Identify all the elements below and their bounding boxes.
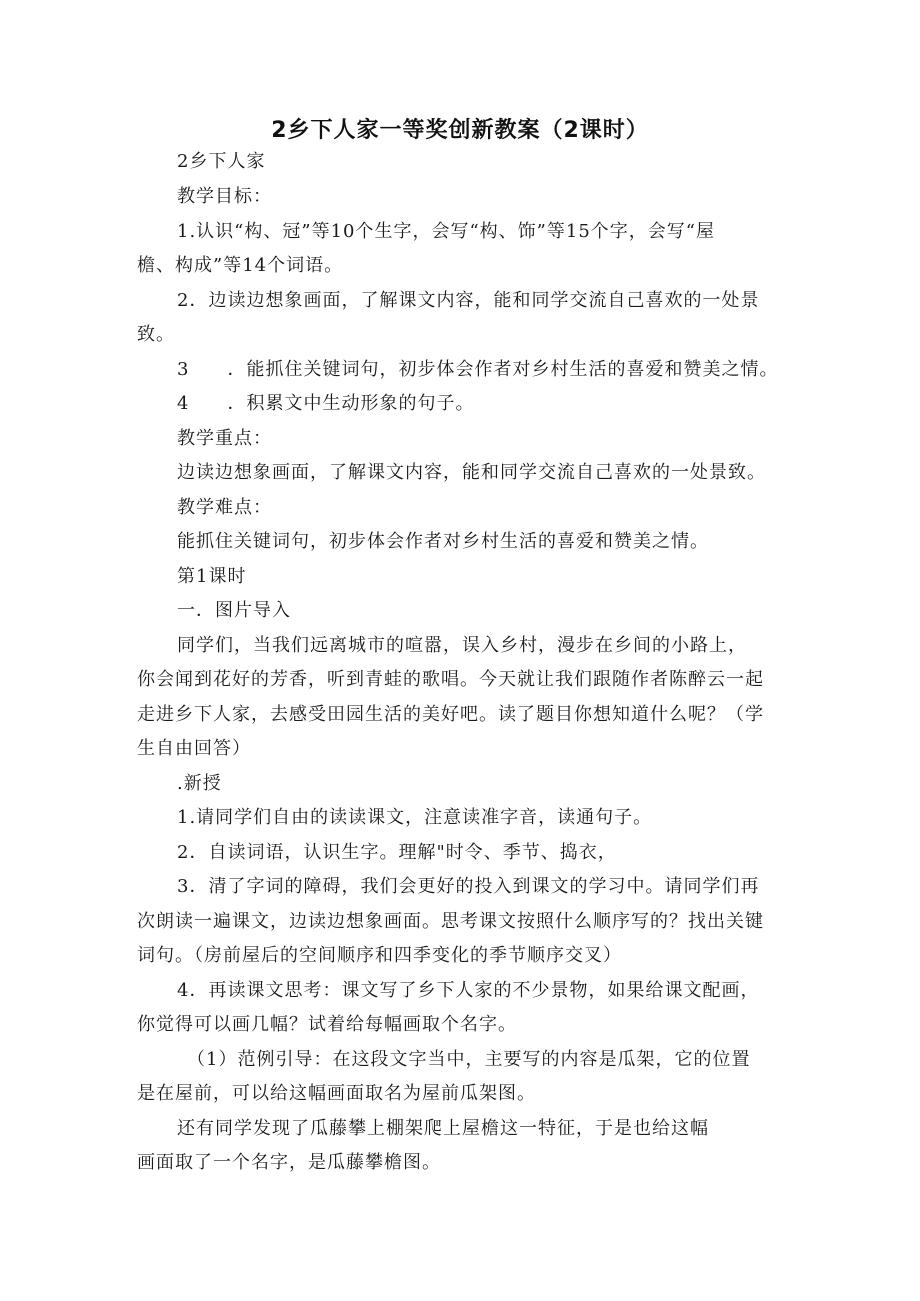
lesson-name: 2乡下人家: [177, 151, 266, 172]
section-intro-heading: 一．图片导入: [177, 600, 291, 621]
lesson-1-heading: 第1课时: [177, 566, 247, 587]
example-line-2: 是在屋前，可以给这幅画面取名为屋前瓜架图。: [137, 1083, 536, 1104]
step-1: 1.请同学们自由的读读课文，注意读准字音，读通句子。: [177, 807, 653, 828]
step-3-line-3: 词句。（房前屋后的空间顺序和四季变化的季节顺序交叉）: [137, 945, 622, 966]
objective-1-line-1: 1.认识“构、冠”等10个生字，会写“构、饰”等15个字，会写“屋: [177, 221, 715, 242]
section-new-lesson-heading: .新授: [177, 773, 222, 794]
key-points-text: 边读边想象画面，了解课文内容，能和同学交流自己喜欢的一处景致。: [177, 462, 766, 483]
heading-difficulties: 教学难点：: [177, 497, 272, 518]
intro-paragraph-line-2: 你会闻到花好的芳香，听到青蛙的歌唱。今天就让我们跟随作者陈醉云一起: [137, 669, 764, 690]
extra-note-line-1: 还有同学发现了瓜藤攀上棚架爬上屋檐这一特征，于是也给这幅: [177, 1118, 709, 1139]
step-4-line-1: 4．再读课文思考：课文写了乡下人家的不少景物，如果给课文配画，: [177, 980, 760, 1001]
objective-2-line-2: 致。: [137, 324, 175, 345]
example-line-1: （1）范例引导：在这段文字当中，主要写的内容是瓜架，它的位置: [187, 1049, 751, 1070]
intro-paragraph-line-3: 走进乡下人家，去感受田园生活的美好吧。读了题目你想知道什么呢？（学: [137, 704, 764, 725]
intro-paragraph-line-4: 生自由回答）: [137, 738, 251, 759]
extra-note-line-2: 画面取了一个名字，是瓜藤攀檐图。: [137, 1152, 441, 1173]
step-2: 2．自读词语，认识生字。理解"时令、季节、捣衣，: [177, 842, 617, 863]
intro-paragraph-line-1: 同学们，当我们远离城市的喧嚣，误入乡村，漫步在乡间的小路上，: [177, 635, 747, 656]
objective-1-line-2: 檐、构成”等14个词语。: [137, 255, 344, 276]
heading-objectives: 教学目标：: [177, 186, 272, 207]
step-3-line-2: 次朗读一遍课文，边读边想象画面。思考课文按照什么顺序写的？找出关键: [137, 911, 764, 932]
heading-key-points: 教学重点：: [177, 428, 272, 449]
objective-3: 3 ．能抓住关键词句，初步体会作者对乡村生活的喜爱和赞美之情。: [177, 359, 779, 380]
objective-2-line-1: 2．边读边想象画面，了解课文内容，能和同学交流自己喜欢的一处景: [177, 290, 760, 311]
step-3-line-1: 3．清了字词的障碍，我们会更好的投入到课文的学习中。请同学们再: [177, 876, 760, 897]
document-title: 2乡下人家一等奖创新教案（2课时）: [271, 118, 649, 143]
difficulties-text: 能抓住关键词句，初步体会作者对乡村生活的喜爱和赞美之情。: [177, 531, 709, 552]
objective-4: 4 ．积累文中生动形象的句子。: [177, 393, 475, 414]
step-4-line-2: 你觉得可以画几幅？试着给每幅画取个名字。: [137, 1014, 517, 1035]
